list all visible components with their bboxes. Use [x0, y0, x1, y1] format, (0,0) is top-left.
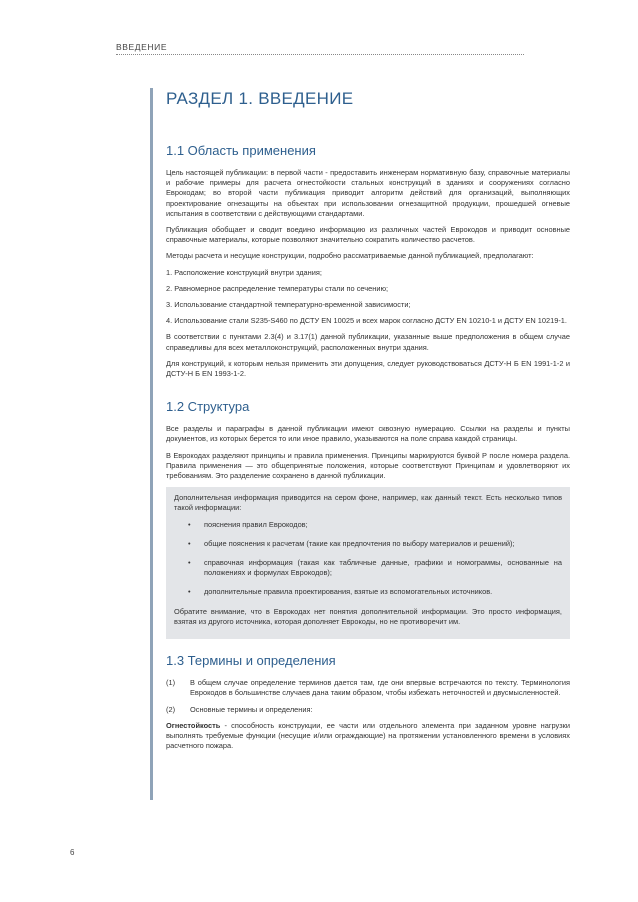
page-number: 6	[70, 848, 75, 857]
box-bullet-item: • пояснения правил Еврокодов;	[188, 519, 308, 529]
definition-text: - способность конструкции, ее части или отдельного элемента при заданном уровне нагрузки выполнять требуемые функции (несущие и/или ограждающие) на протяжении установленного времени в условиях расчетного пожара.	[166, 720, 570, 751]
bullet-icon: •	[188, 558, 191, 568]
box-bullet-list	[174, 520, 562, 598]
section-title: РАЗДЕЛ 1. ВВЕДЕНИЕ	[166, 89, 354, 108]
paragraph: Методы расчета и несущие конструкции, подробно рассматриваемые данной публикацией, предполагают:	[166, 251, 534, 261]
numbered-clause	[166, 705, 570, 715]
bullet-icon: •	[188, 538, 191, 548]
paragraph: Для конструкций, к которым нельзя применить эти допущения, следует руководствоваться ДСТУ-Н Б EN 1991-1-2 и ДСТУ-Н Б EN 1993-1-2.	[166, 358, 570, 379]
box-intro: Дополнительная информация приводится на сером фоне, например, как данный текст. Есть несколько типов такой информации:	[174, 493, 562, 513]
list-item: 3. Использование стандартной температурно-временной зависимости;	[166, 300, 411, 310]
definition	[166, 721, 570, 752]
clause-number: (1)	[166, 678, 176, 688]
section-accent-bar	[150, 88, 153, 800]
paragraph: Цель настоящей публикации: в первой части - предоставить инженерам нормативную базу, справочные материалы и рабочие примеры для расчета огнестойкости стальных конструкций в зданиях и сооружениях согласно Еврокодам; во второй части публикация приводит алгоритм действий для организаций, выполняющих проектирование огнезащиты на объектах при использовании огнезащитной продукции, прошедшей огневые испытания в соответствии с действующими стандартами.	[166, 168, 570, 218]
paragraph: Все разделы и параграфы в данной публикации имеют сквозную нумерацию. Ссылки на разделы и пункты документов, из которых берется то или иное правило, указываются на поле справа каждой страницы.	[166, 424, 570, 444]
clause-text: Основные термины и определения:	[190, 704, 313, 714]
list-item: 4. Использование стали S235-S460 по ДСТУ EN 10025 и всех марок согласно ДСТУ EN 10210-1 и ДСТУ EN 10219-1.	[166, 316, 567, 326]
clause-text: В общем случае определение терминов дается там, где они впервые встречаются по тексту. Терминология Еврокодов в большинстве случаев дана таким образом, чтобы избежать неточностей и двусмысленностей.	[190, 678, 570, 698]
paragraph: В соответствии с пунктами 2.3(4) и 3.17(1) данной публикации, указанные выше предположения в общем случае справедливы для всех металлоконструкций, расположенных внутри здания.	[166, 332, 570, 352]
box-note: Обратите внимание, что в Еврокодах нет понятия дополнительной информации. Это просто информация, взятая из другого источника, которая дополняет Еврокоды, но не противоречит им.	[174, 606, 562, 626]
additional-info-box	[166, 487, 570, 639]
definition-term: Огнестойкость	[166, 720, 221, 730]
paragraph: Публикация обобщает и сводит воедино информацию из различных частей Еврокодов и приводит основные справочные материалы, которые позволяют значительно сократить количество расчетов.	[166, 225, 570, 245]
paragraph: В Еврокодах разделяют принципы и правила применения. Принципы маркируются буквой Р после номера раздела. Правила применения — это общепринятые положения, которые соответствуют Принципам и удовлетворяют их требованиям. Это разделение сохранено в данной публикации.	[166, 450, 570, 481]
box-bullet-item: • справочная информация (такая как табличные данные, графики и номограммы, основанные на положениях и формулах Еврокодов);	[188, 558, 562, 578]
box-bullet-item: • дополнительные правила проектирования, взятые из вспомогательных источников.	[188, 587, 493, 597]
heading-scope: 1.1 Область применения	[166, 143, 316, 158]
box-bullet-item: • общие пояснения к расчетам (такие как предпочтения по выбору материалов и решений);	[188, 538, 515, 548]
heading-terms: 1.3 Термины и определения	[166, 653, 336, 669]
numbered-clause	[166, 678, 570, 698]
list-item: 1. Расположение конструкций внутри здания;	[166, 267, 322, 277]
header-rule	[116, 54, 524, 55]
bullet-icon: •	[188, 587, 191, 597]
clause-number: (2)	[166, 704, 176, 714]
bullet-icon: •	[188, 519, 191, 529]
heading-structure: 1.2 Структура	[166, 399, 250, 415]
running-head: ВВЕДЕНИЕ	[116, 42, 168, 52]
page-content	[166, 88, 570, 757]
list-item: 2. Равномерное распределение температуры стали по сечению;	[166, 283, 389, 293]
